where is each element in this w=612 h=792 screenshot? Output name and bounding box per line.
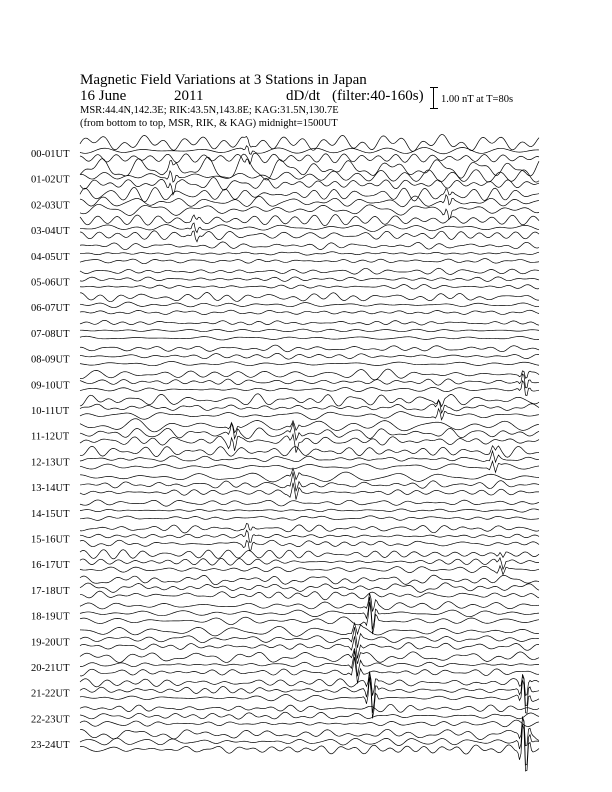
hour-label: 07-08UT xyxy=(31,328,70,340)
trace-rik-hour-7 xyxy=(80,329,539,332)
hour-label: 03-04UT xyxy=(31,226,70,238)
trace-msr-hour-17 xyxy=(80,591,539,600)
trace-kag-hour-22 xyxy=(80,704,539,712)
trace-msr-hour-11 xyxy=(80,434,539,452)
trace-kag-hour-20 xyxy=(80,648,539,663)
scale-label: 1.00 nT at T=80s xyxy=(441,94,514,105)
trace-msr-hour-0 xyxy=(80,153,539,164)
hour-label: 21-22UT xyxy=(31,688,70,700)
trace-rik-hour-22 xyxy=(80,712,539,719)
trace-rik-hour-4 xyxy=(80,252,539,255)
trace-kag-hour-17 xyxy=(80,575,539,585)
trace-kag-hour-11 xyxy=(80,419,539,433)
hour-label: 12-13UT xyxy=(31,457,70,469)
trace-rik-hour-14 xyxy=(80,509,539,512)
trace-kag-hour-13 xyxy=(80,468,539,482)
trace-kag-hour-0 xyxy=(80,134,539,151)
trace-msr-hour-7 xyxy=(80,336,539,340)
station-order-note: (from bottom to top, MSR, RIK, & KAG) midnight=1500UT xyxy=(80,118,338,129)
hour-label: 08-09UT xyxy=(31,354,70,366)
trace-rik-hour-18 xyxy=(80,597,539,630)
trace-kag-hour-2 xyxy=(80,187,539,202)
hour-label: 05-06UT xyxy=(31,277,70,289)
trace-kag-hour-21 xyxy=(80,671,539,695)
trace-msr-hour-19 xyxy=(80,636,539,658)
trace-kag-hour-15 xyxy=(80,523,539,533)
station-coordinates: MSR:44.4N,142.3E; RIK:43.5N,143.8E; KAG:31.5N,130.7E xyxy=(80,105,339,116)
trace-msr-hour-8 xyxy=(80,361,539,365)
trace-msr-hour-4 xyxy=(80,259,539,264)
hour-label: 09-10UT xyxy=(31,380,70,392)
trace-rik-hour-5 xyxy=(80,277,539,282)
trace-rik-hour-13 xyxy=(80,472,539,491)
hour-label: 11-12UT xyxy=(31,431,70,443)
hour-label: 06-07UT xyxy=(31,303,70,315)
trace-msr-hour-20 xyxy=(80,657,539,684)
hour-label: 02-03UT xyxy=(31,200,70,212)
trace-kag-hour-9 xyxy=(80,369,539,380)
trace-msr-hour-10 xyxy=(80,409,539,420)
trace-kag-hour-23 xyxy=(80,718,539,746)
hour-label: 17-18UT xyxy=(31,585,70,597)
quantity-label: dD/dt xyxy=(286,88,321,104)
trace-kag-hour-7 xyxy=(80,320,539,325)
date-year: 2011 xyxy=(174,88,204,104)
hour-label: 10-11UT xyxy=(31,406,70,417)
trace-kag-hour-4 xyxy=(80,242,539,250)
hour-label: 14-15UT xyxy=(31,508,70,520)
trace-rik-hour-10 xyxy=(80,400,539,413)
filter-label: (filter:40-160s) xyxy=(332,88,424,104)
trace-msr-hour-5 xyxy=(80,285,539,290)
date-day: 16 June xyxy=(80,88,127,104)
trace-rik-hour-6 xyxy=(80,302,539,307)
hour-label: 04-05UT xyxy=(31,251,70,263)
chart-title: Magnetic Field Variations at 3 Stations in Japan xyxy=(80,72,367,88)
trace-kag-hour-5 xyxy=(80,268,539,274)
trace-msr-hour-22 xyxy=(80,720,539,727)
hour-label: 15-16UT xyxy=(31,534,70,546)
trace-kag-hour-16 xyxy=(80,550,539,559)
trace-rik-hour-3 xyxy=(80,223,539,233)
trace-msr-hour-21 xyxy=(80,677,539,718)
trace-kag-hour-3 xyxy=(80,215,539,226)
trace-kag-hour-10 xyxy=(80,394,539,407)
hour-label: 00-01UT xyxy=(31,149,70,160)
hour-label: 23-24UT xyxy=(31,740,70,752)
trace-msr-hour-14 xyxy=(80,516,539,521)
trace-kag-hour-12 xyxy=(80,446,539,458)
trace-kag-hour-19 xyxy=(80,623,539,636)
trace-kag-hour-6 xyxy=(80,293,539,302)
trace-msr-hour-2 xyxy=(80,204,539,219)
trace-rik-hour-8 xyxy=(80,353,539,359)
hour-label: 22-23UT xyxy=(31,714,70,726)
trace-msr-hour-12 xyxy=(80,461,539,472)
trace-msr-hour-15 xyxy=(80,540,539,550)
trace-rik-hour-15 xyxy=(80,530,539,542)
hour-label: 18-19UT xyxy=(31,611,70,623)
trace-msr-hour-6 xyxy=(80,310,539,314)
trace-kag-hour-8 xyxy=(80,345,539,352)
hour-label: 19-20UT xyxy=(31,637,70,649)
trace-msr-hour-16 xyxy=(80,566,539,575)
hour-label: 01-02UT xyxy=(31,174,70,186)
hour-label: 13-14UT xyxy=(31,483,70,495)
trace-rik-hour-17 xyxy=(80,583,539,593)
trace-msr-hour-3 xyxy=(80,231,539,242)
hour-label: 20-21UT xyxy=(31,663,70,674)
trace-kag-hour-14 xyxy=(80,500,539,506)
trace-msr-hour-23 xyxy=(80,725,539,771)
trace-rik-hour-16 xyxy=(80,558,539,569)
hour-label: 16-17UT xyxy=(31,560,70,572)
trace-rik-hour-1 xyxy=(80,170,539,182)
trace-rik-hour-12 xyxy=(80,451,539,462)
